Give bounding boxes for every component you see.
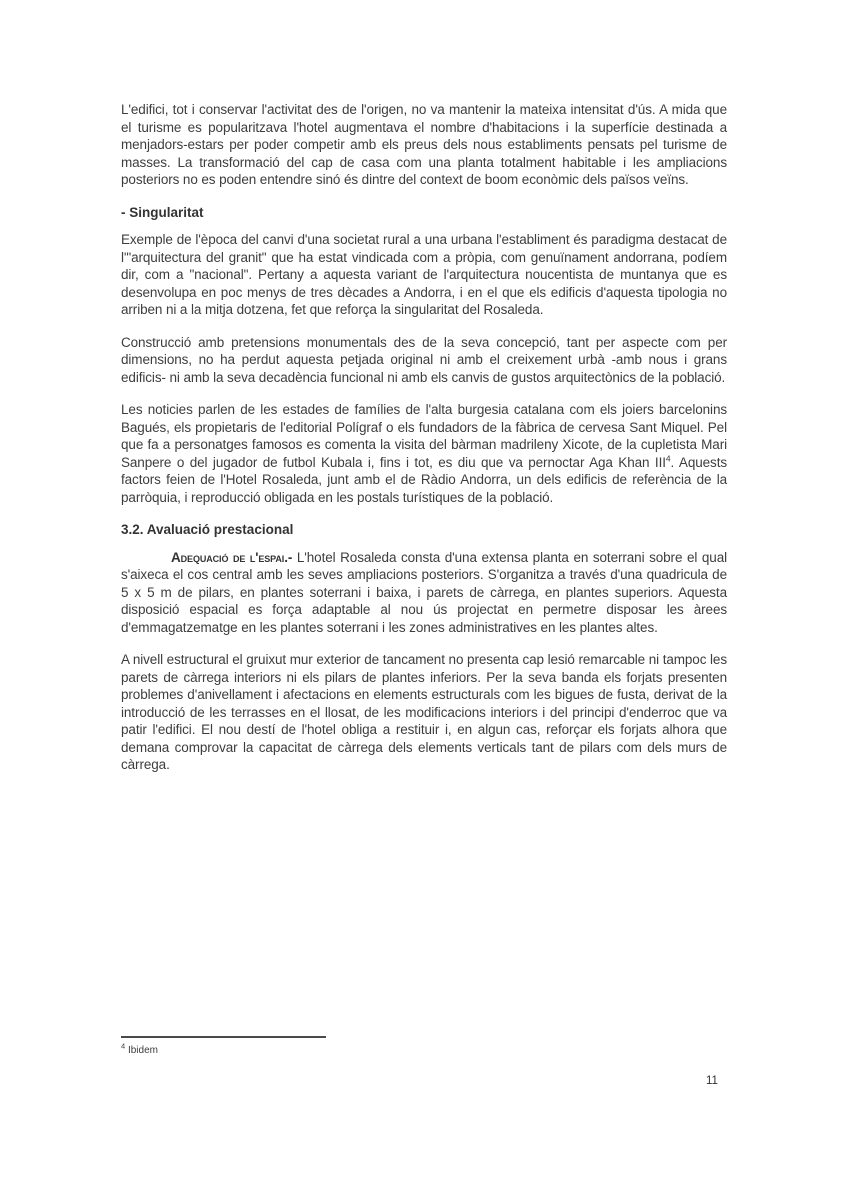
paragraph-noticies-text-after: . Aquests factors feien de l'Hotel Rosaleda, junt amb el de Ràdio Andorra, un dels edificis de referència de la parròquia, i reproducció obligada en les postals turístiques de la població.	[121, 454, 728, 505]
footnote-reference: 4	[665, 453, 671, 463]
page-number: 11	[706, 1075, 718, 1087]
footnote-label: Ibidem	[125, 1045, 158, 1056]
footnote-area	[121, 1036, 541, 1057]
paragraph-noticies-text: Les noticies parlen de les estades de famílies de l'alta burgesia catalana com els joiers barcelonins Bagués, els propietaris de l'editorial Polígraf o els fundadors de la fàbrica de cervesa Sant Miquel. Pel que fa a personatges famosos es comenta la visita del bàrman madrileny Xicote, de la cupletista Mari Sanpere o del jugador de futbol Kubala i, fins i tot, es diu que va pernoctar Aga Khan III	[121, 402, 727, 470]
paragraph-adequacio	[121, 549, 727, 637]
paragraph-adequacio-smallcaps-lead: Adequació de l'espai.-	[171, 549, 293, 565]
paragraph-construccio: Construcció amb pretensions monumentals des de la seva concepció, tant per aspecte com per dimensions, no ha perdut aquesta petjada original ni amb el creixement urbà -amb nous i grans edificis- ni amb la seva decadència funcional ni amb els canvis de gustos arquitectònics de la població.	[121, 334, 727, 385]
section-heading-avaluacio: 3.2. Avaluació prestacional	[121, 522, 294, 537]
section-heading-singularitat: - Singularitat	[121, 204, 204, 220]
paragraph-estructural: A nivell estructural el gruixut mur exterior de tancament no presenta cap lesió remarcable ni tampoc les parets de càrrega interiors ni els pilars de plantes inferiors. Per la seva banda els forjats presenten problemes d'anivellament i afectacions en elements estructurals com les bigues de fusta, derivat de la introducció de les terrasses en el llosat, de les modificacions interiors i del principi d'enderroc que va patir l'edifici. El nou destí de l'hotel obliga a restituir i, en algun cas, reforçar els forjats alhora que demana comprovar la capacitat de càrrega dels elements verticals tant de pilars com dels murs de càrrega.	[121, 652, 727, 772]
paragraph-exemple: Exemple de l'època del canvi d'una societat rural a una urbana l'establiment és paradigma destacat de l'"arquitectura del granit" que ha estat vindicada com a pròpia, com genuïnament andorrana, podíem dir, com a "nacional". Pertany a aquesta variant de l'arquitectura noucentista de muntanya que es desenvolupa en poc menys de tres dècades a Andorra, i en el que els edificis d'aquesta tipologia no arriben ni a la mitja dotzena, fet que reforça la singularitat del Rosaleda.	[121, 232, 727, 317]
footnote-text	[121, 1041, 541, 1057]
text-block	[121, 101, 727, 789]
paragraph-origen: L'edifici, tot i conservar l'activitat des de l'origen, no va mantenir la mateixa intensitat d'ús. A mida que el turisme es popularitzava l'hotel augmentava el nombre d'habitacions i la superfície destinada a menjadors-estars per poder competir amb els preus dels nous establiments pensats pel turisme de masses. La transformació del cap de casa com una planta totalment habitable i les ampliacions posteriors no es poden entendre sinó és dintre del context de boom econòmic dels països veïns.	[121, 102, 727, 187]
footnote-marker: 4	[121, 1041, 126, 1051]
footnote-separator-rule	[121, 1036, 326, 1038]
paragraph-noticies	[121, 401, 727, 506]
paragraph-adequacio-text: L'hotel Rosaleda consta d'una extensa planta en soterrani sobre el qual s'aixeca el cos central amb les seves ampliacions posteriors. S'organitza a través d'una quadricula de 5 x 5 m de pilars, en plantes soterrani i baixa, i parets de càrrega, en plantes superiors. Aquesta disposició espacial es força adaptable al nou ús projectat en permetre disposar les àrees d'emmagatzematge en les plantes soterrani i les zones administratives en les plantes altes.	[121, 549, 727, 635]
